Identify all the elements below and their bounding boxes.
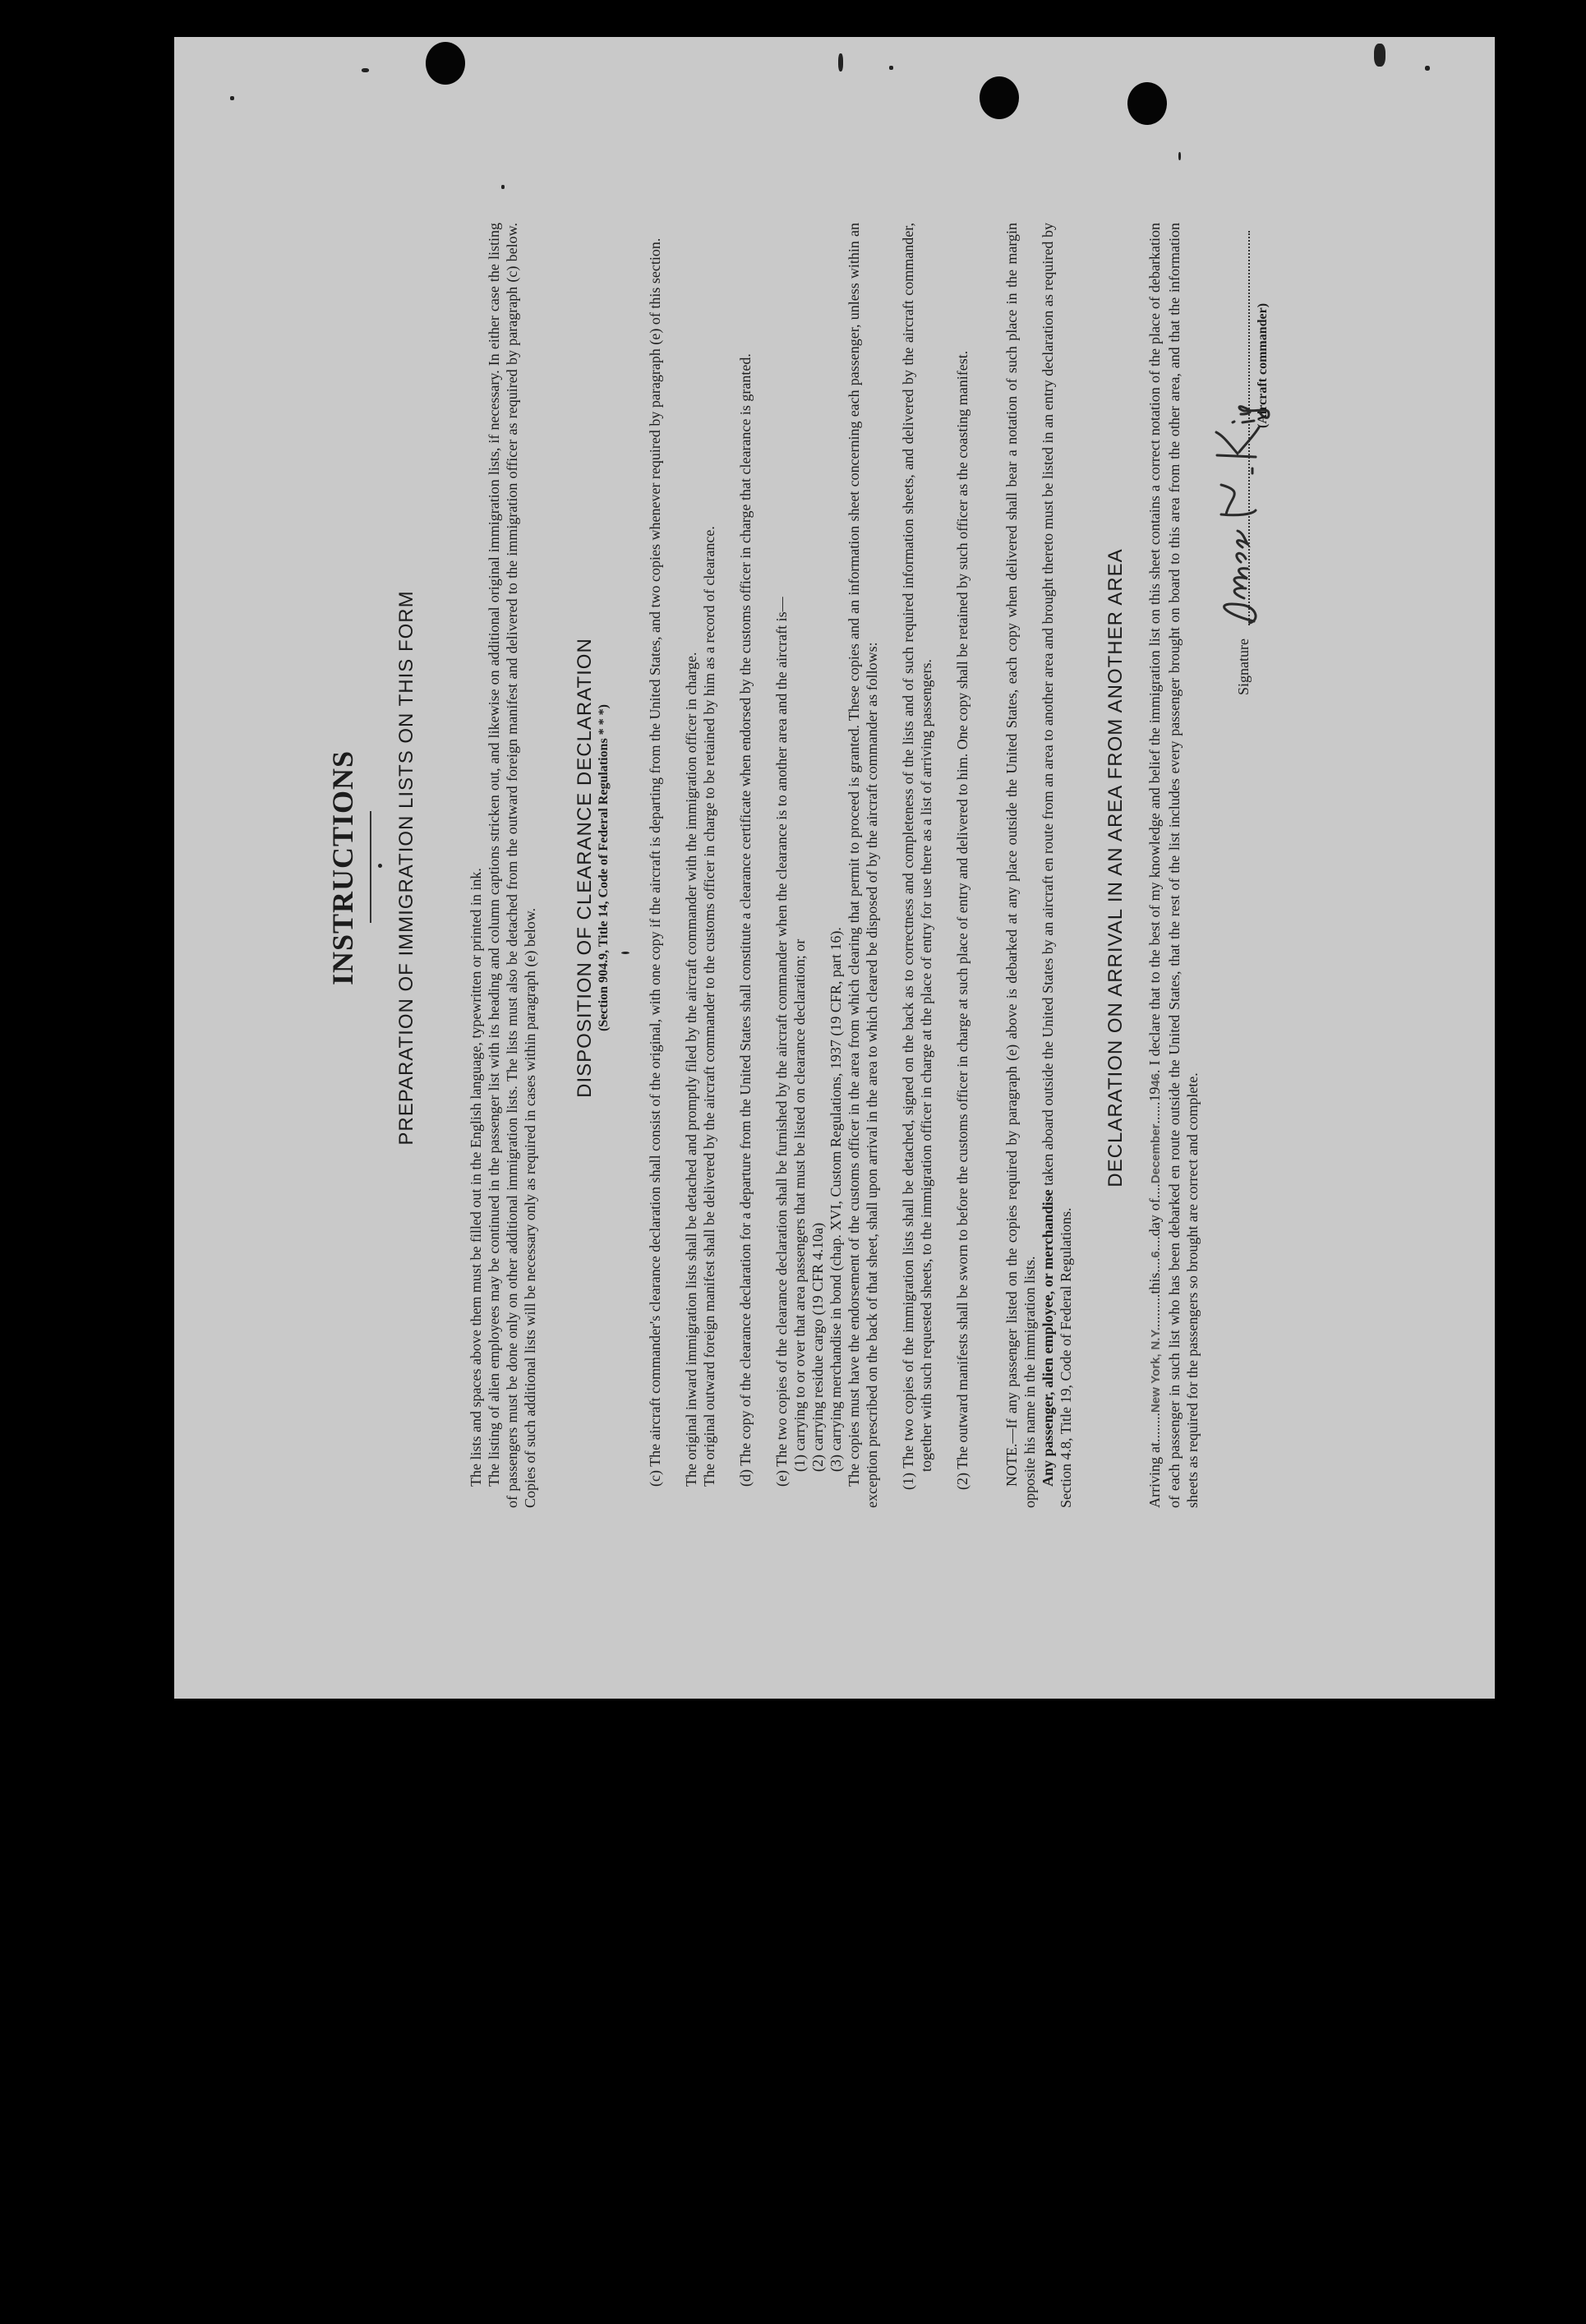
year-prefix: 19 [1146, 1086, 1163, 1102]
month-value: December [1148, 1123, 1163, 1184]
arrival-declaration: Arriving at........New York, N.Y..........this....6....day of....December......1946. I declare that to the best of my knowledge and belief the immigration list on this sheet contains a correct notation of the place of debarkation of each passenger in such list who has been debarked en route outside the United States, that the rest of the list includes every passenger brought on board to this area from the other area, and that the information sheets as required for the passengers so brought are correct and complete. [1146, 223, 1201, 1508]
scan-speck [1425, 66, 1430, 71]
note-text: taken aboard outside the United States by an aircraft en route from an area to another area and brought thereto must be listed in an entry declaration as required by Section 4.8, Title 19, Code of Federal Regulations. [1039, 223, 1074, 1508]
ink-dot [378, 864, 382, 868]
scan-speck [838, 53, 843, 71]
declaration-text: . I declare that to the best of my knowledge and belief the immigration list on this sheet contains a correct notation of the place of debarkation of each passenger in such list who has been debarked en route outside the United States, that the rest of the list includes every passenger brought on board to this area from the other area, and that the information sheets as required for the passengers so brought are correct and complete. [1146, 223, 1201, 1508]
note-paragraph-2 [1039, 223, 1075, 1508]
scan-speck [1374, 44, 1385, 67]
paragraph-copies: The copies must have the endorsement of the customs officer in the area from which clearing that permit to proceed is granted. These copies and an information sheet concerning each passenger, unless within an exception prescribed on the back of that sheet, shall upon arrival in the area to which cleared be disposed of by the aircraft commander as follows: [845, 223, 880, 1508]
disposition-heading: DISPOSITION OF CLEARANCE DECLARATION [573, 638, 596, 1098]
instructions-document [276, 99, 1394, 1636]
preparation-paragraph-1: The lists and spaces above them must be filled out in the English language, typewritten or printed in ink. [467, 868, 484, 1487]
scanned-page [174, 37, 1495, 1699]
scan-speck [230, 96, 234, 100]
paragraph-d: (d) The copy of the clearance declaration for a departure from the United States shall constitute a clearance certificate when endorsed by the customs officer in charge that clearance is granted. [736, 353, 754, 1487]
paragraph-e: (e) The two copies of the clearance declaration shall be furnished by the aircraft commander when the clearance is to another area and the aircraft is— [772, 597, 790, 1487]
day-of-label: day of [1146, 1198, 1163, 1237]
arriving-label: Arriving at [1146, 1441, 1163, 1508]
paragraph-copies-2: (2) The outward manifests shall be sworn to before the customs officer in charge at such place of entry and delivered to him. One copy shall be retained by such officer as the coasting manifest. [953, 350, 971, 1490]
rotated-page-content [276, 99, 1394, 1636]
preparation-heading: PREPARATION OF IMMIGRATION LISTS ON THIS FORM [394, 590, 417, 1146]
title-rule [370, 811, 371, 923]
paragraph-c-inward-lists: The original inward immigration lists shall be detached and promptly filed by the aircraft commander with the immigration officer in charge. [682, 652, 699, 1487]
paragraph-c: (c) The aircraft commander's clearance declaration shall consist of the original, with one copy if the aircraft is departing from the United States, and two copies whenever required by paragraph (e) of this section. [646, 237, 663, 1487]
paragraph-e-2: (2) carrying residue cargo (19 CFR 4.10a) [809, 1222, 826, 1472]
document-title: INSTRUCTIONS [325, 749, 359, 986]
day-value: 6 [1148, 1251, 1163, 1258]
scan-speck [889, 66, 893, 70]
note-paragraph: NOTE.—If any passenger listed on the copies required by paragraph (e) above is debarked at any place outside the United States, each copy when delivered shall bear a notation of such place in the margin opposite his name in the immigration lists. [1003, 223, 1038, 1508]
this-label: this [1146, 1272, 1163, 1294]
paragraph-c-outward-manifest: The original outward foreign manifest shall be delivered by the aircraft commander to the customs officer in charge to be retained by him as a record of clearance. [700, 526, 717, 1487]
paragraph-copies-1: (1) The two copies of the immigration lists shall be detached, signed on the back as to correctness and completeness of the lists and of such required information sheets, and delivered by the aircraft commander, together with such requested sheets, to the immigration officer in charge at the place of entry for use there as a list of arriving passengers. [899, 223, 934, 1490]
signature-caption: (Aircraft commander) [1255, 302, 1270, 428]
preparation-paragraph-2: The listing of alien employees may be continued in the passenger list with its heading and column captions stricken out, and likewise on additional original immigration lists, if necessary. In either case the listing of passengers must be done only on other additional immigration lists. The lists must also be detached from the outward foreign manifest and delivered to the immigration officer as required by paragraph (c) below. Copies of such additional lists will be necessary only as required in cases within paragraph (e) below. [485, 223, 538, 1508]
note-bold-lead: Any passenger, alien employee, or merchandise [1039, 1189, 1056, 1487]
signature-label: Signature [1234, 639, 1252, 695]
arrival-heading: DECLARATION ON ARRIVAL IN AN AREA FROM ANOTHER AREA [1104, 548, 1127, 1187]
ink-dot [621, 952, 629, 954]
paragraph-e-3: (3) carrying merchandise in bond (chap. XVI, Custom Regulations, 1937 (19 CFR, part 16). [827, 927, 844, 1472]
paragraph-e-1: (1) carrying to or over that area passengers that must be listed on clearance declaration; or [791, 938, 808, 1472]
arriving-place-value: New York, N.Y. [1148, 1327, 1163, 1413]
punch-hole [426, 42, 465, 85]
disposition-subheading: (Section 904.9, Title 14, Code of Federal Regulations * * *) [596, 703, 611, 1032]
scan-speck [362, 68, 369, 72]
year-value: 46 [1148, 1072, 1163, 1087]
